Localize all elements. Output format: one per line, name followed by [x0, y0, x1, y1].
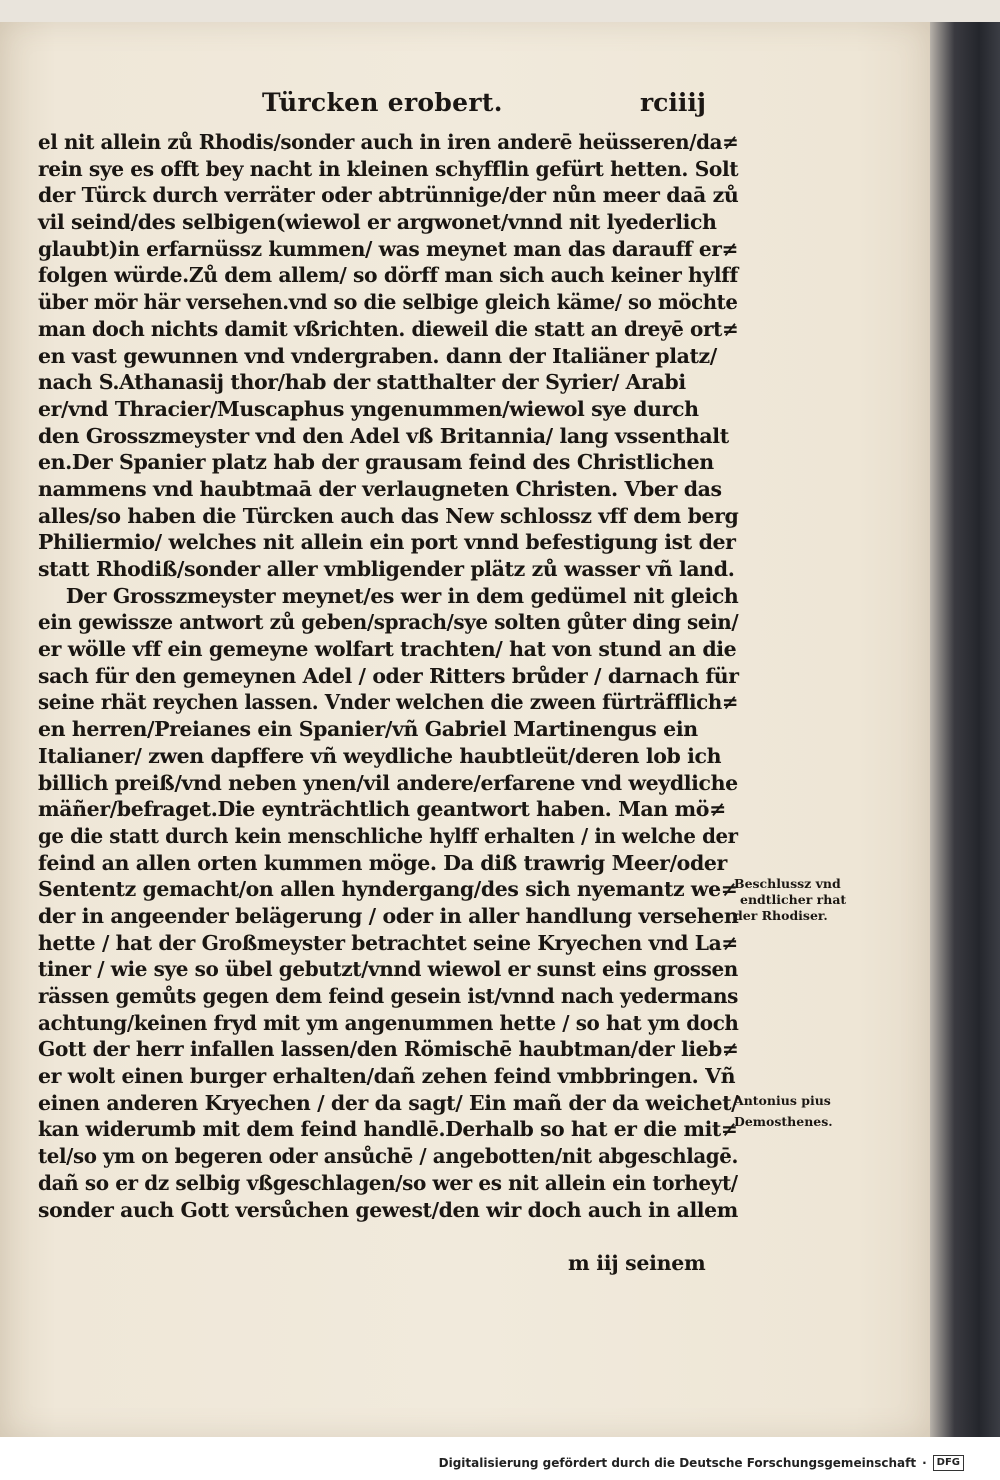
text-line: billich preiß/vnd neben ynen/vil andere/erfarene vnd weydliche: [38, 770, 738, 795]
text-line: er wolt einen burger erhalten/dañ zehen feind vmbbringen. Vñ: [38, 1064, 736, 1089]
text-line: en herren/Preianes ein Spanier/vñ Gabriel Martinengus ein: [38, 717, 698, 742]
catchword: m iij seinem: [568, 1251, 706, 1275]
text-line: seine rhät reychen lassen. Vnder welchen die zween fürträfflich≠: [38, 690, 739, 715]
text-line: nach S.Athanasij thor/hab der statthalter der Syrier/ Arabi: [38, 370, 686, 395]
text-line: man doch nichts damit vßrichten. dieweil die statt an dreyē ort≠: [38, 316, 739, 341]
text-line: en vast gewunnen vnd vndergraben. dann der Italiäner platz/: [38, 343, 717, 368]
text-line: glaubt)in erfarnüssz kummen/ was meynet man das darauff er≠: [38, 236, 739, 261]
text-line: rässen gemůts gegen dem feind gesein ist/vnnd nach yedermans: [38, 984, 738, 1008]
text-line: mäñer/befraget.Die eynträchtlich geantwort haben. Man mö≠: [38, 797, 726, 822]
digitization-credit: [439, 1455, 964, 1471]
text-line: alles/so haben die Türcken auch das New schlossz vff dem berg: [38, 503, 739, 528]
margin-note-resolution: [734, 876, 846, 924]
text-line: rein sye es offt bey nacht in kleinen schyfflin gefürt hetten. Solt: [38, 156, 739, 181]
text-line: Der Grosszmeyster meynet/es wer in dem gedümel nit gleich: [65, 583, 739, 608]
text-line: Philiermio/ welches nit allein ein port vnnd befestigung ist der: [38, 530, 736, 555]
text-line: feind an allen orten kummen möge. Da diß trawrig Meer/oder: [38, 850, 727, 875]
text-line: er/vnd Thracier/Muscaphus yngenummen/wiewol sye durch: [38, 396, 699, 421]
text-line: Italianer/ zwen dapffere vñ weydliche haubtleüt/deren lob ich: [38, 743, 722, 768]
text-line: folgen würde.Zů dem allem/ so dörff man sich auch keiner hylff: [38, 263, 738, 288]
text-line: Gott der herr infallen lassen/den Römischē haubtman/der lieb≠: [38, 1037, 739, 1062]
text-line: sonder auch Gott versůchen gewest/den wir doch auch in allem: [38, 1197, 738, 1222]
text-line: achtung/keinen fryd mit ym angenummen hette / so hat ym doch: [38, 1010, 739, 1035]
text-line: der Türck durch verräter oder abtrünnige/der nůn meer daā zů: [38, 183, 739, 208]
text-line: über mör här versehen.vnd so die selbige gleich käme/ so möchte: [38, 290, 738, 315]
text-line: er wölle vff ein gemeyne wolfart trachten/ hat von stund an die: [38, 637, 737, 662]
text-line: vil seind/des selbigen(wiewol er argwonet/vnnd nit lyederlich: [38, 210, 717, 235]
margin-note-line: endtlicher rhat: [740, 892, 847, 907]
body-text: [38, 129, 738, 1223]
text-line: tiner / wie sye so übel gebutzt/vnnd wiewol er sunst eins grossen: [38, 957, 738, 982]
text-line: sach für den gemeynen Adel / oder Ritters brůder / darnach für: [38, 663, 739, 688]
text-line: der in angeender belägerung / oder in aller handlung versehen: [38, 903, 739, 928]
folio-number: rciiij: [640, 88, 706, 117]
text-line: el nit allein zů Rhodis/sonder auch in iren anderē heüsseren/da≠: [38, 130, 739, 154]
margin-note-line: Demosthenes.: [734, 1114, 833, 1129]
text-line: ein gewissze antwort zů geben/sprach/sye solten gůter ding sein/: [38, 610, 739, 635]
text-line: dañ so er dz selbig vßgeschlagen/so wer es nit allein ein torheyt/: [38, 1170, 738, 1195]
margin-note-line: der Rhodiser.: [734, 908, 828, 923]
text-line: nammens vnd haubtmaā der verlaugneten Christen. Vber das: [38, 476, 722, 501]
dfg-logo: DFG: [933, 1455, 964, 1471]
running-head: Türcken erobert.: [262, 88, 503, 117]
credit-text: Digitalisierung gefördert durch die Deutsche Forschungsgemeinschaft: [438, 1456, 917, 1470]
margin-note-line: Beschlussz vnd: [734, 876, 841, 891]
text-line: en.Der Spanier platz hab der grausam feind des Christlichen: [38, 450, 714, 475]
text-line: Sententz gemacht/on allen hyndergang/des sich nyemantz we≠: [38, 877, 738, 902]
book-binding-edge: [930, 22, 1000, 1437]
margin-note-antonius: [734, 1088, 833, 1130]
margin-note-line: Antonius pius: [734, 1093, 831, 1108]
text-line: ge die statt durch kein menschliche hylff erhalten / in welche der: [38, 823, 738, 848]
text-line: einen anderen Kryechen / der da sagt/ Ein mañ der da weichet/: [38, 1090, 739, 1115]
text-line: tel/so ym on begeren oder ansůchē / angebotten/nit abgeschlagē.: [38, 1144, 738, 1169]
text-line: hette / hat der Großmeyster betrachtet seine Kryechen vnd La≠: [38, 930, 738, 955]
separator-dot: ·: [922, 1456, 927, 1470]
text-line: kan widerumb mit dem feind handlē.Derhalb so hat er die mit≠: [38, 1117, 738, 1142]
text-line: den Grosszmeyster vnd den Adel vß Britannia/ lang vssenthalt: [38, 423, 729, 448]
text-line: statt Rhodiß/sonder aller vmbligender plätz zů wasser vñ land.: [38, 557, 735, 581]
